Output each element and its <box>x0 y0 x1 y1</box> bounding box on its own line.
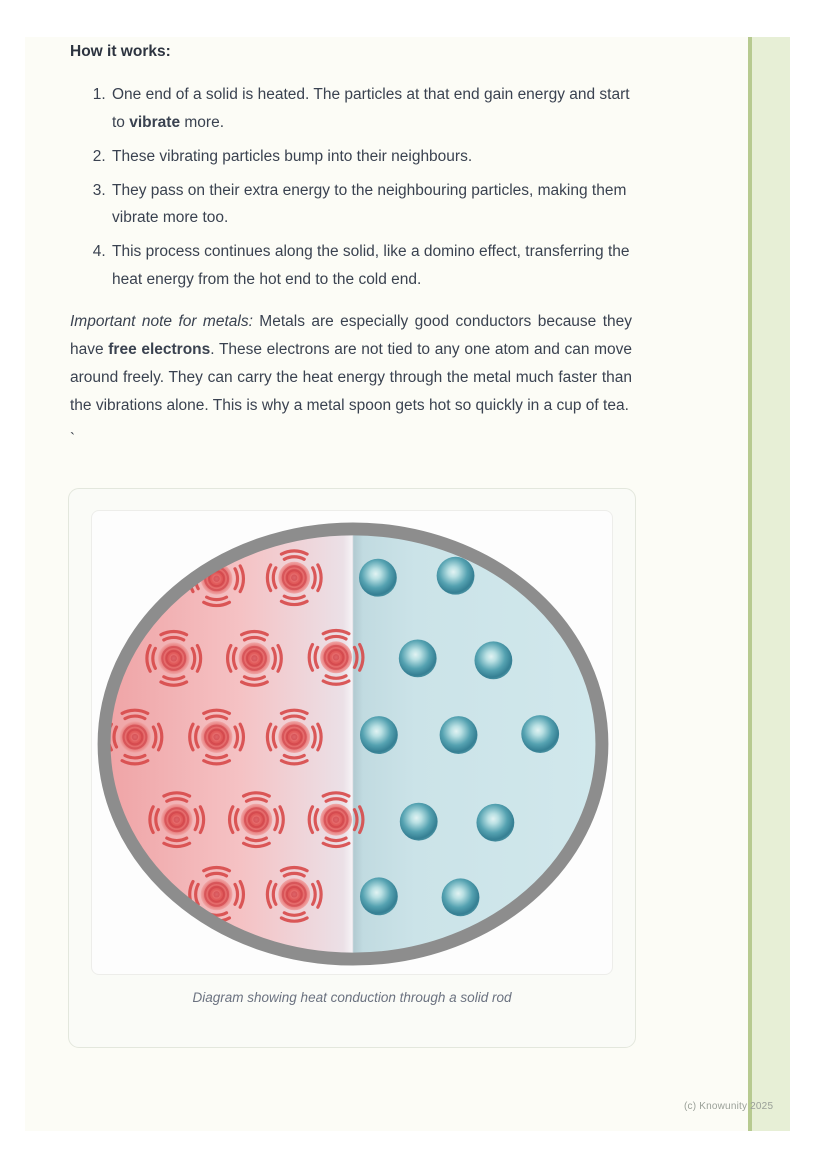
metals-note: Important note for metals: Metals are especially good conductors because they have free electrons. These electrons are not tied to any one atom and can move around freely. They can carry the heat energy through the metal much faster than the vibrations alone. This is why a metal spoon gets hot so quickly in a cup of tea. <box>70 313 632 414</box>
list-item: 2. These vibrating particles bump into their neighbours. <box>110 143 632 171</box>
section-heading: How it works: <box>70 43 171 60</box>
right-edge-highlight-strip <box>748 37 790 1131</box>
figure-card <box>68 488 636 1048</box>
list-item: 1. One end of a solid is heated. The particles at that end gain energy and start to vibrate more. <box>110 81 632 137</box>
bold-term: free electrons <box>108 341 211 359</box>
document-page <box>25 37 790 1131</box>
heat-conduction-diagram <box>92 511 612 974</box>
diagram-panel <box>91 510 613 975</box>
list-item: 3. They pass on their extra energy to the neighbouring particles, making them vibrate more too. <box>110 177 632 233</box>
copyright-text: (c) Knowunity 2025 <box>684 1101 774 1112</box>
stray-backtick: ` <box>70 429 75 447</box>
bold-term: vibrate <box>129 113 181 131</box>
list-item: 4. This process continues along the solid, like a domino effect, transferring the heat energy from the hot end to the cold end. <box>110 238 632 294</box>
how-it-works-list <box>70 81 632 294</box>
figure-caption: Diagram showing heat conduction through a solid rod <box>192 989 512 1005</box>
note-lead-italic: Important note for metals: <box>70 313 253 331</box>
